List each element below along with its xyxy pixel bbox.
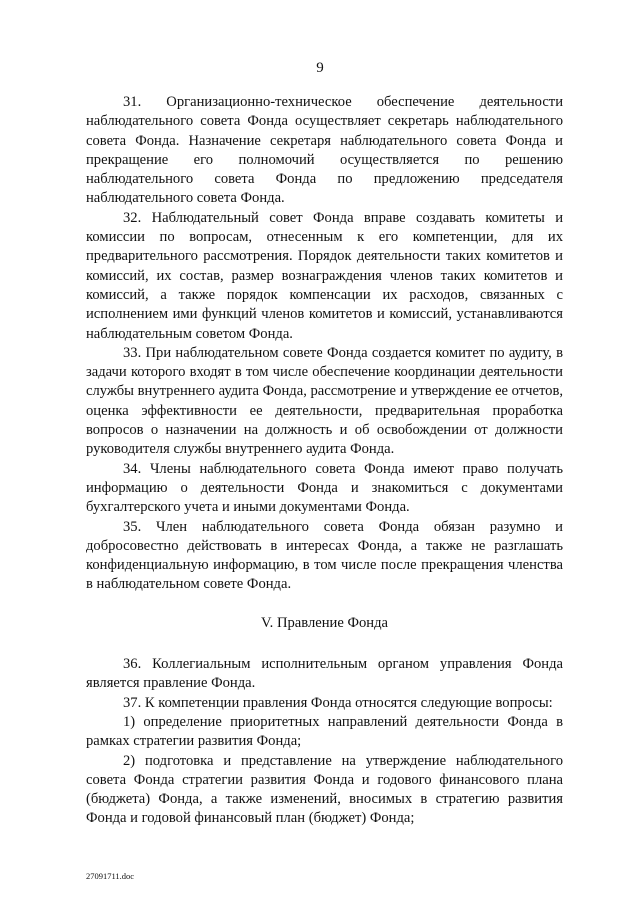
paragraph-32: 32. Наблюдательный совет Фонда вправе создавать комитеты и комиссии по вопросам, отнесенным к его компетенции, для их предварительного рассмотрения. Порядок деятельности таких комитетов и комиссий, их состав, размер вознаграждения членов таких комитетов и комиссий, а также порядок компенсации их расходов, связанных с исполнением ими функций членов комитетов и комиссий, устанавливаются наблюдательным советом Фонда. [86, 209, 563, 342]
footer-filename: 27091711.doc [86, 871, 135, 881]
paragraph-36: 36. Коллегиальным исполнительным органом управления Фонда является правление Фонда. [86, 656, 563, 692]
section-heading: V. Правление Фонда [260, 614, 388, 631]
paragraph-31: 31. Организационно-техническое обеспечение деятельности наблюдательного совета Фонда осуществляет секретарь наблюдательного совета Фонда. Назначение секретаря наблюдательного совета Фонда и прекращение его полномочий осуществляется по решению наблюдательного совета Фонда по предложению председателя наблюдательного совета Фонда. [86, 94, 563, 207]
document-body [86, 93, 563, 829]
list-item-1: 1) определение приоритетных направлений деятельности Фонда в рамках стратегии развития Фонда; [86, 713, 563, 750]
page-number: 9 [316, 60, 324, 76]
paragraph-37: 37. К компетенции правления Фонда относятся следующие вопросы: [123, 694, 553, 711]
list-item-2: 2) подготовка и представление на утверждение наблюдательного совета Фонда стратегии развития Фонда и годового финансового плана (бюджета) Фонда, а также изменений, вносимых в стратегию развития Фонда и годовой финансовый план (бюджет) Фонда; [86, 752, 563, 827]
paragraph-34: 34. Члены наблюдательного совета Фонда имеют право получать информацию о деятельности Фонда и знакомиться с документами бухгалтерского учета и иными документами Фонда. [86, 460, 563, 516]
paragraph-33: 33. При наблюдательном совете Фонда создается комитет по аудиту, в задачи которого входят в том числе обеспечение координации деятельности службы внутреннего аудита Фонда, рассмотрение и утверждение ее отчетов, оценка эффективности ее деятельности, предварительная проработка вопросов о назначении на должность и об освобождении от должности руководителя службы внутреннего аудита Фонда. [86, 344, 564, 458]
paragraph-35: 35. Член наблюдательного совета Фонда обязан разумно и добросовестно действовать в интересах Фонда, а также не разглашать конфиденциальную информацию, в том числе после прекращения членства в наблюдательном совете Фонда. [86, 518, 563, 593]
